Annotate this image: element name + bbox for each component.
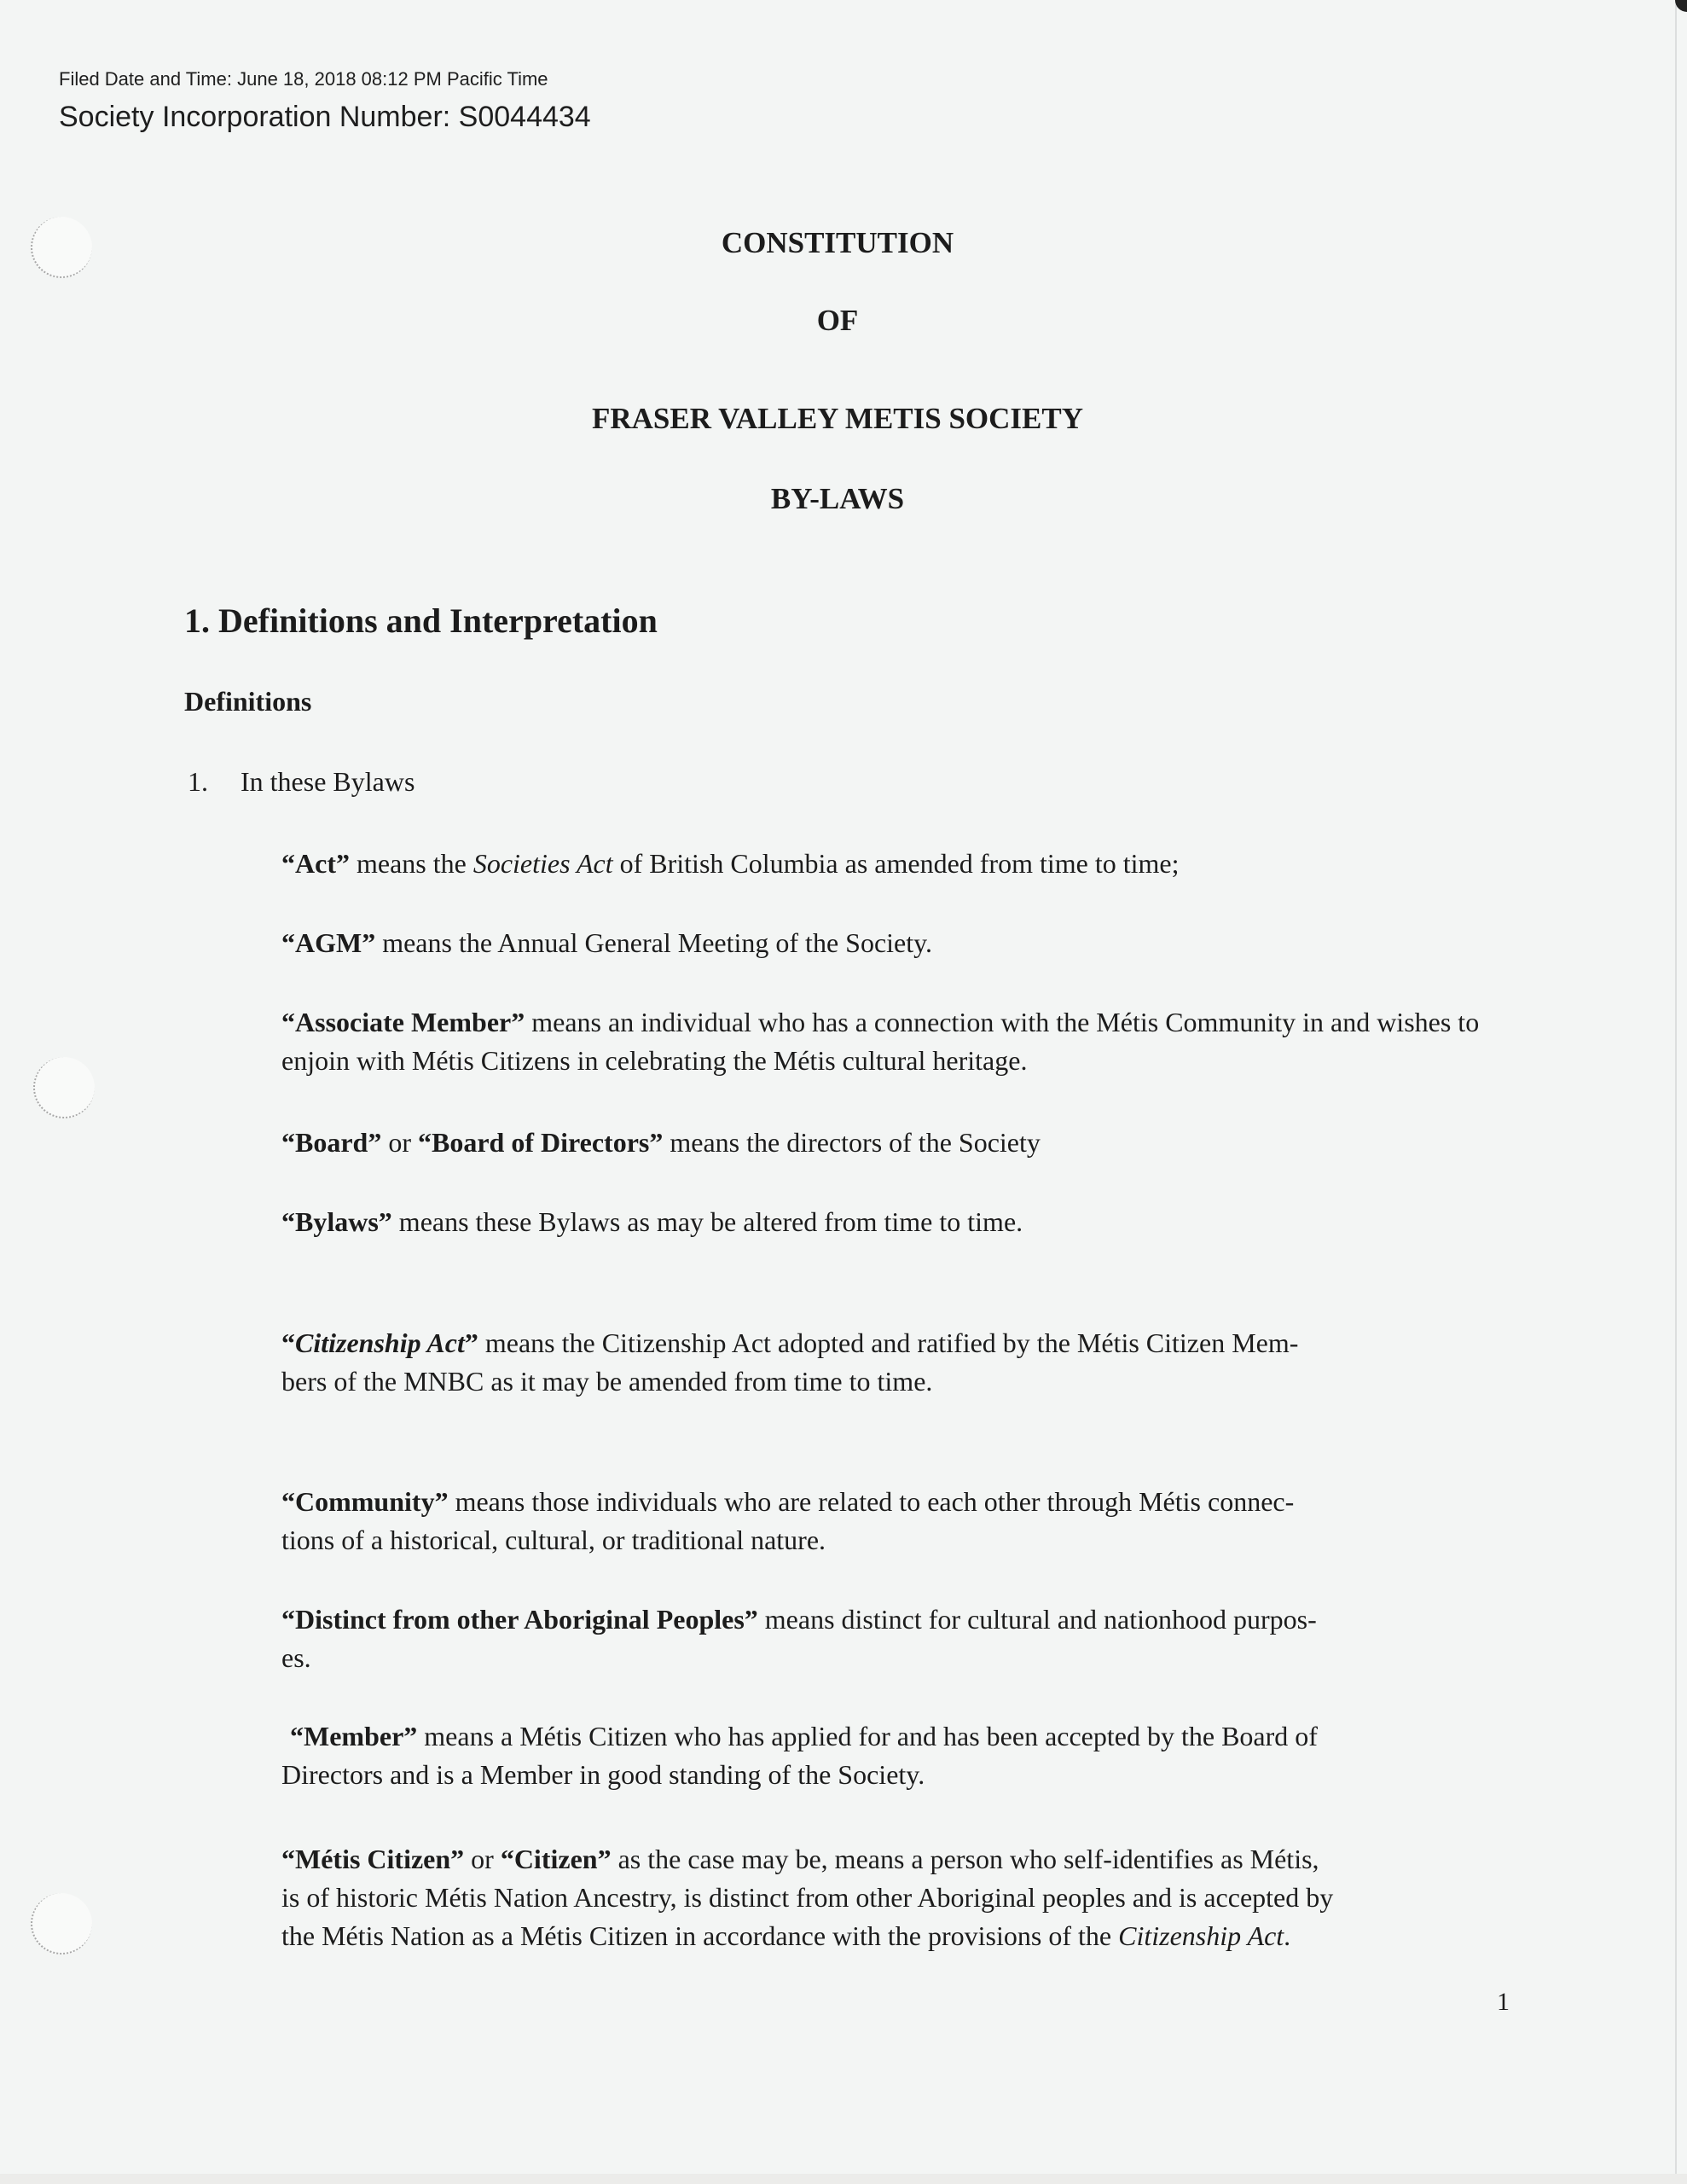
page-number: 1 [1497,1988,1510,2016]
definition-text: means a Métis Citizen who has applied for and has been accepted by the Board of [417,1721,1318,1751]
definition-distinct [281,1600,1518,1677]
definition-term: “Board” [281,1127,382,1158]
definition-associate-member [281,1003,1518,1080]
definition-term: “Citizen” [500,1844,612,1874]
filed-date-line: Filed Date and Time: June 18, 2018 08:12 PM Pacific Time [59,68,548,90]
title-society-name: FRASER VALLEY METIS SOCIETY [591,402,1084,435]
definition-text: means the Citizenship Act adopted and ratified by the Métis Citizen Mem- [478,1327,1299,1358]
definition-term: “Board of Directors” [418,1127,664,1158]
definition-text-continued: Directors and is a Member in good standing of the Society. [281,1759,925,1790]
definition-text-continued: bers of the MNBC as it may be amended from time to time. [281,1366,933,1397]
definition-term: “Member” [290,1721,418,1751]
definition-term: “Métis Citizen” [281,1844,465,1874]
section-heading: 1. Definitions and Interpretation [184,601,658,640]
definition-text: means these Bylaws as may be altered from time to time. [391,1206,1023,1237]
definition-connector: or [381,1127,418,1158]
definition-text: of British Columbia as amended from time to time; [612,848,1180,879]
definition-text: as the case may be, means a person who self-identifies as Métis, [611,1844,1319,1874]
definition-bylaws [281,1203,1518,1241]
definition-term: “Community” [281,1486,449,1517]
definition-term: Citizenship Act [295,1327,465,1358]
incorporation-number-line: Society Incorporation Number: S0044434 [59,101,591,133]
definition-text: means distinct for cultural and nationhood purpos- [757,1604,1317,1635]
item-number: 1. [188,766,208,797]
definition-text: means the [349,848,473,879]
definition-italic: Citizenship Act [1118,1920,1284,1951]
quote-open: “ [281,1327,295,1358]
item-text: In these Bylaws [241,766,415,797]
definition-member [281,1717,1527,1794]
definitions-subheading: Definitions [184,686,312,717]
definition-term: “Bylaws” [281,1206,392,1237]
definition-term: “AGM” [281,927,376,958]
definition-metis-citizen [281,1840,1518,1955]
punch-hole [31,1893,92,1955]
definition-community [281,1483,1518,1560]
definition-text-continued: the Métis Nation as a Métis Citizen in accordance with the provisions of the [281,1920,1119,1951]
definition-agm [281,924,1518,962]
punch-hole [33,1057,95,1118]
scan-bottom-edge [0,2174,1687,2184]
definition-text: means the Annual General Meeting of the Society. [375,927,933,958]
definition-term: “Distinct from other Aboriginal Peoples” [281,1604,758,1635]
definition-term: “Act” [281,848,350,879]
definition-text-continued: tions of a historical, cultural, or traditional nature. [281,1525,826,1555]
definition-text-continued: is of historic Métis Nation Ancestry, is distinct from other Aboriginal peoples and is accepted by [281,1882,1334,1913]
definition-text: means those individuals who are related to each other through Métis connec- [448,1486,1295,1517]
definition-text-continued: es. [281,1642,311,1673]
definition-citizenship-act [281,1324,1518,1401]
title-bylaws: BY-LAWS [770,482,905,515]
definition-text: . [1284,1920,1291,1951]
definition-text: means an individual who has a connection with the Métis Community in and wishes to enjoin with Métis Citizens in celebrating the Métis cultural heritage. [281,1007,1480,1076]
scan-corner-shadow [1675,0,1687,12]
definition-connector: or [464,1844,501,1874]
definition-italic: Societies Act [472,848,613,879]
definition-act [281,845,1518,883]
definition-text: means the directors of the Society [663,1127,1041,1158]
definition-term: “Associate Member” [281,1007,525,1037]
title-constitution: CONSTITUTION [721,226,954,259]
title-of: OF [816,304,859,337]
definition-board [281,1124,1518,1162]
quote-close: ” [464,1327,478,1358]
